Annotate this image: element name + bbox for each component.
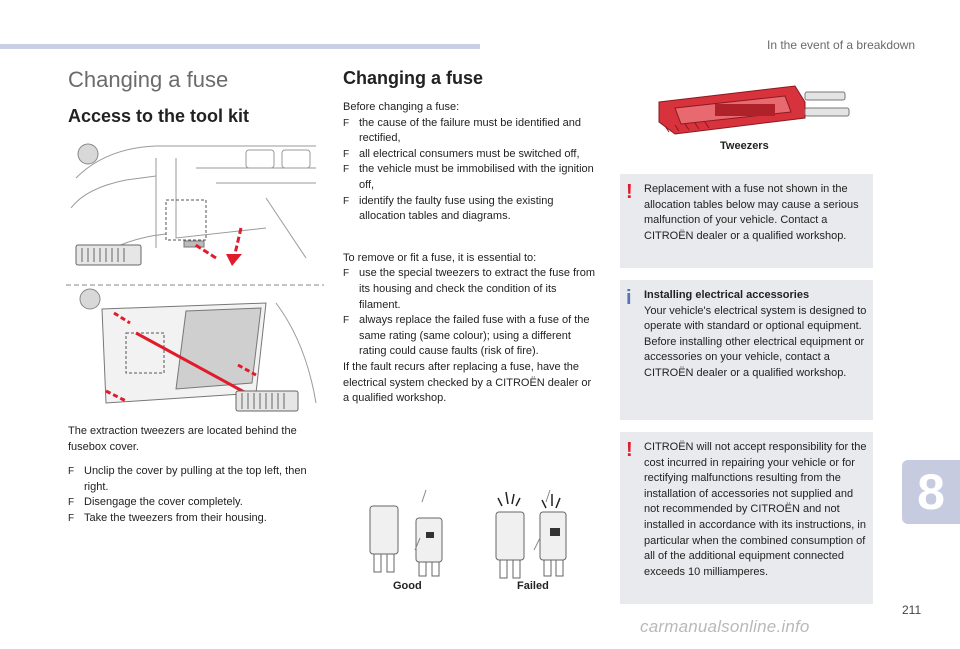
info-icon: i	[626, 287, 632, 309]
warning-icon: !	[626, 181, 633, 203]
warning-note-text: Replacement with a fuse not shown in the allocation tables below may cause a serious malfunction of your vehicle. Contact a CITROËN dealer or a qualified workshop.	[644, 183, 859, 242]
tool-kit-heading: Access to the tool kit	[68, 106, 250, 126]
section-title: In the event of a breakdown	[767, 38, 916, 52]
list-item: F Disengage the cover completely.	[68, 496, 243, 509]
remove-list	[343, 266, 595, 360]
fuse-condition-illustration	[360, 488, 590, 580]
list-item: F all electrical consumers must be switched off,	[343, 147, 580, 160]
warning-icon: !	[626, 439, 633, 461]
closing-text: If the fault recurs after replacing a fuse, have the electrical system checked by a CITROËN dealer or a qualified workshop.	[343, 360, 592, 405]
fusebox-cover-illustration	[66, 283, 324, 415]
list-item: F Unclip the cover by pulling at the top left, then right.	[68, 465, 307, 493]
list-item: F the vehicle must be immobilised with the ignition off,	[343, 163, 594, 191]
tool-kit-steps	[68, 464, 324, 526]
tool-kit-intro: The extraction tweezers are located behind the fusebox cover.	[68, 425, 297, 453]
caption-failed: Failed	[517, 580, 549, 592]
page-title: Changing a fuse	[68, 67, 229, 92]
remove-heading: To remove or fit a fuse, it is essential to:	[343, 251, 537, 264]
header-accent-bar	[0, 44, 480, 49]
list-item: F the cause of the failure must be identified and rectified,	[343, 116, 581, 145]
tweezers-illustration	[655, 82, 851, 138]
caption-tweezers: Tweezers	[720, 140, 769, 152]
list-item: F Take the tweezers from their housing.	[68, 511, 267, 524]
info-note-accessories	[620, 280, 873, 420]
warning-note-text: CITROËN will not accept responsibility for the cost incurred in repairing your vehicle or for rectifying malfunctions resulting from the installation of accessories not supplied and not recommended by CITROËN and not installed in accordance with its instructions, in particular when the combined consumption of all of the additional equipment connected exceeds 10 milliamperes.	[644, 441, 867, 578]
info-note-text: Your vehicle's electrical system is designed to operate with standard or optional equipment. Before installing other electrical equipment or accessories on your vehicle, contact a CITROËN dealer or a qualified workshop.	[644, 304, 867, 379]
warning-note-responsibility	[620, 432, 873, 604]
list-item: F use the special tweezers to extract the fuse from its housing and check the condition of its filament.	[343, 267, 596, 311]
list-item: F identify the faulty fuse using the existing allocation tables and diagrams.	[343, 194, 554, 223]
chapter-tab[interactable]: 8	[902, 460, 960, 524]
list-item: F always replace the failed fuse with a fuse of the same rating (same colour); using a different rating could cause faults (risk of fire).	[343, 314, 590, 358]
info-note-title: Installing electrical accessories	[644, 289, 810, 301]
before-list	[343, 116, 595, 225]
caption-good: Good	[393, 580, 422, 592]
page-number: 211	[902, 603, 922, 617]
warning-note-fuse-replacement	[620, 174, 873, 268]
watermark: carmanualsonline.info	[640, 617, 810, 636]
dashboard-illustration-top	[66, 138, 324, 279]
changing-fuse-heading: Changing a fuse	[343, 68, 484, 88]
before-heading: Before changing a fuse:	[343, 101, 460, 113]
